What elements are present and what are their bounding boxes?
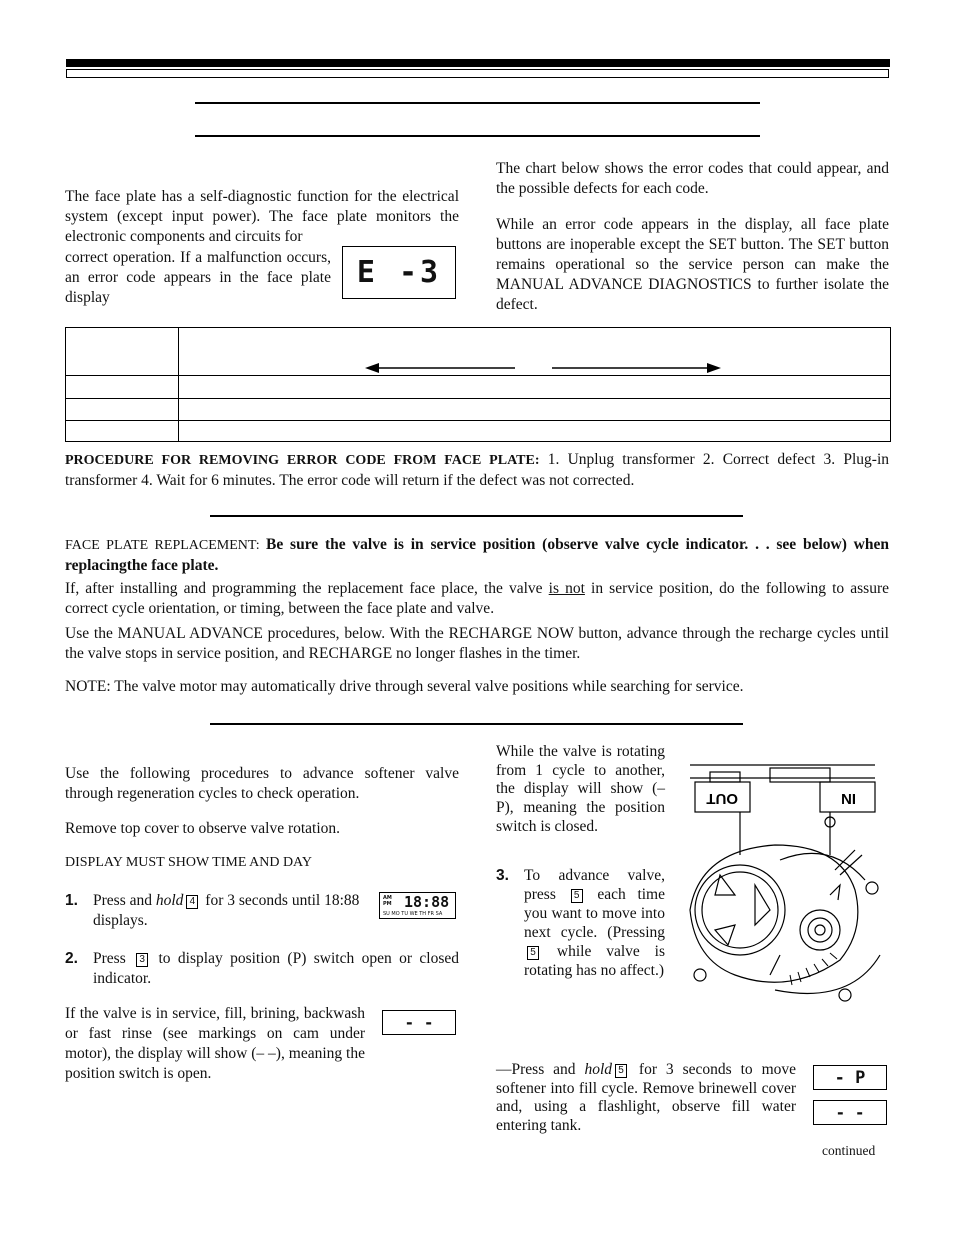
table-row [66,399,891,421]
section-rule-1b [195,135,760,137]
step-1: 1. Press and hold 4 for 3 seconds until 18:88 displays. [65,892,360,929]
switch-open-paragraph: If the valve is in service, fill, brining, backwash or fast rinse (see markings on cam under motor), the display will show (– –), meaning the position switch is open. [65,1005,365,1082]
rotating-paragraph: While the valve is rotating from 1 cycle to another, the display will show (– P), meaning the position switch is closed. [496,743,665,835]
section-rule-3 [210,723,743,725]
continued-label: continued [822,1143,876,1158]
button-5-icon: 5 [527,946,539,960]
error-code-text: E -3 [356,255,442,290]
not-underlined: is not [548,580,585,597]
chart-intro-paragraph: The chart below shows the error codes that could appear, and the possible defects for each code. [496,160,889,197]
replacement-warning: Be sure the valve is in service position (observe valve cycle indicator. . . see below) when replacingthe face plate. [65,536,889,574]
table-arrows [179,328,891,374]
step-3-number: 3. [496,867,509,884]
display-ampm: AM PM [383,895,392,907]
button-5-icon: 5 [571,889,583,903]
button-4-icon: 4 [186,895,198,909]
remove-cover-paragraph: Remove top cover to observe valve rotation. [65,820,341,837]
display-time: 18:88 [404,893,450,911]
error-code-table [65,327,891,442]
button-3-icon: 3 [136,953,148,967]
section-rule-2 [210,515,743,517]
replacement-paragraph [65,535,889,576]
table-header-row [66,328,891,376]
table-row [66,421,891,442]
manual-intro-paragraph: Use the following procedures to advance softener valve through regeneration cycles to check operation. [65,765,459,802]
intro-paragraph-wrap: correct operation. If a malfunction occurs, an error code appears in the face plate display [65,249,331,306]
replacement-label: FACE PLATE REPLACEMENT: [65,538,267,553]
display-must-show: DISPLAY MUST SHOW TIME AND DAY [65,855,312,870]
table-row [66,376,891,399]
valve-out-label: OUT [706,790,738,807]
fill-cycle-paragraph: —Press and hold 5 for 3 seconds to move softener into fill cycle. Remove brinewell cover and, using a flashlight, observe fill water entering tank. [496,1061,797,1135]
table-header-cell-defect [179,328,891,376]
switch-closed-display: - P [813,1065,887,1090]
right-arrow-head [707,363,721,373]
manual-advance-paragraph: Use the MANUAL ADVANCE procedures, below. With the RECHARGE NOW button, advance through the recharge cycles until the valve stops in service position, and RECHARGE no longer flashes in the timer. [65,625,889,662]
section-rule-1a [195,102,760,104]
display-days: SU MO TU WE TH FR SA [383,911,443,917]
buttons-inoperable-paragraph: While an error code appears in the display, all face plate buttons are inoperable except the SET button. The SET button remains operational so the service person can make the MANUAL ADVANCE DIAGNOSTICS to further isolate the defect. [496,216,889,313]
valve-drawing [680,760,885,1010]
header-thin-frame [66,69,889,78]
step-1-number: 1. [65,892,78,909]
procedure-label: PROCEDURE FOR REMOVING ERROR CODE FROM FACE PLATE: [65,453,540,468]
header-thick-bar [66,59,890,67]
error-code-display [342,246,456,299]
step-2-number: 2. [65,950,78,967]
valve-in-label: IN [841,790,856,807]
procedure-text: 1. Unplug transformer 2. Correct defect 3. Plug-in transformer 4. Wait for 6 minutes. The error code will return if the defect was not corrected. [65,451,889,489]
intro-paragraph: The face plate has a self-diagnostic function for the electrical system (except input power). The face plate monitors the electronic components and circuits for [65,188,459,245]
note-paragraph: NOTE: The valve motor may automatically drive through several valve positions while searching for service. [65,678,744,695]
procedure-paragraph [65,450,889,491]
replacement-position-paragraph: If, after installing and programming the replacement face place, the valve is not in service position, do the following to assure correct cycle orientation, or timing, between the face plate and valve. [65,580,889,617]
step-2: 2. Press 3 to display position (P) switch open or closed indicator. [65,950,459,987]
button-5-icon: 5 [615,1064,627,1078]
left-arrow-head [365,363,379,373]
step-3: 3. To advance valve, press 5 each time you want to move into next cycle. (Pressing 5 while valve is rotating has no affect.) [496,867,665,979]
switch-open-display: - - [382,1010,456,1035]
table-header-cell-code [66,328,179,376]
switch-open-display-2: - - [813,1100,887,1125]
all-segments-display [379,892,456,919]
